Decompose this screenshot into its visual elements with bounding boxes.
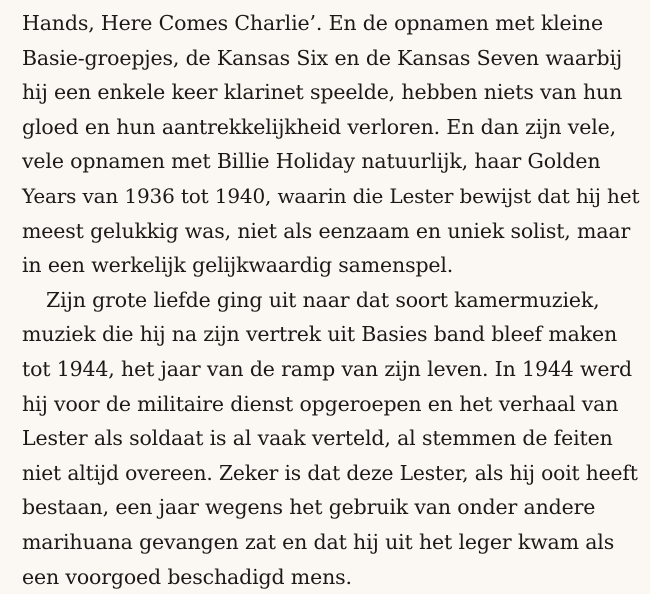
text-line: Hands, Here Comes Charlie’. En de opnamen met kleine	[22, 6, 642, 41]
text-line: meest gelukkig was, niet als eenzaam en uniek solist, maar	[22, 214, 642, 249]
text-line: een voorgoed beschadigd mens.	[22, 560, 642, 594]
text-line: gloed en hun aantrekkelijkheid verloren. En dan zijn vele,	[22, 110, 642, 145]
text-line: bestaan, een jaar wegens het gebruik van onder andere	[22, 490, 642, 525]
text-line: Basie-groepjes, de Kansas Six en de Kansas Seven waarbij	[22, 41, 642, 76]
text-line: vele opnamen met Billie Holiday natuurlijk, haar Golden	[22, 144, 642, 179]
text-line: Zijn grote liefde ging uit naar dat soort kamermuziek,	[22, 283, 642, 318]
text-line: marihuana gevangen zat en dat hij uit het leger kwam als	[22, 525, 642, 560]
body-text	[22, 6, 642, 594]
text-line: hij voor de militaire dienst opgeroepen en het verhaal van	[22, 387, 642, 422]
text-line: niet altijd overeen. Zeker is dat deze Lester, als hij ooit heeft	[22, 456, 642, 491]
text-line: tot 1944, het jaar van de ramp van zijn leven. In 1944 werd	[22, 352, 642, 387]
text-line: Lester als soldaat is al vaak verteld, al stemmen de feiten	[22, 421, 642, 456]
text-line: Years van 1936 tot 1940, waarin die Lester bewijst dat hij het	[22, 179, 642, 214]
text-line: in een werkelijk gelijkwaardig samenspel.	[22, 248, 642, 283]
text-line: muziek die hij na zijn vertrek uit Basies band bleef maken	[22, 317, 642, 352]
paragraph-1	[22, 6, 642, 283]
paragraph-2	[22, 283, 642, 594]
text-line: hij een enkele keer klarinet speelde, hebben niets van hun	[22, 75, 642, 110]
